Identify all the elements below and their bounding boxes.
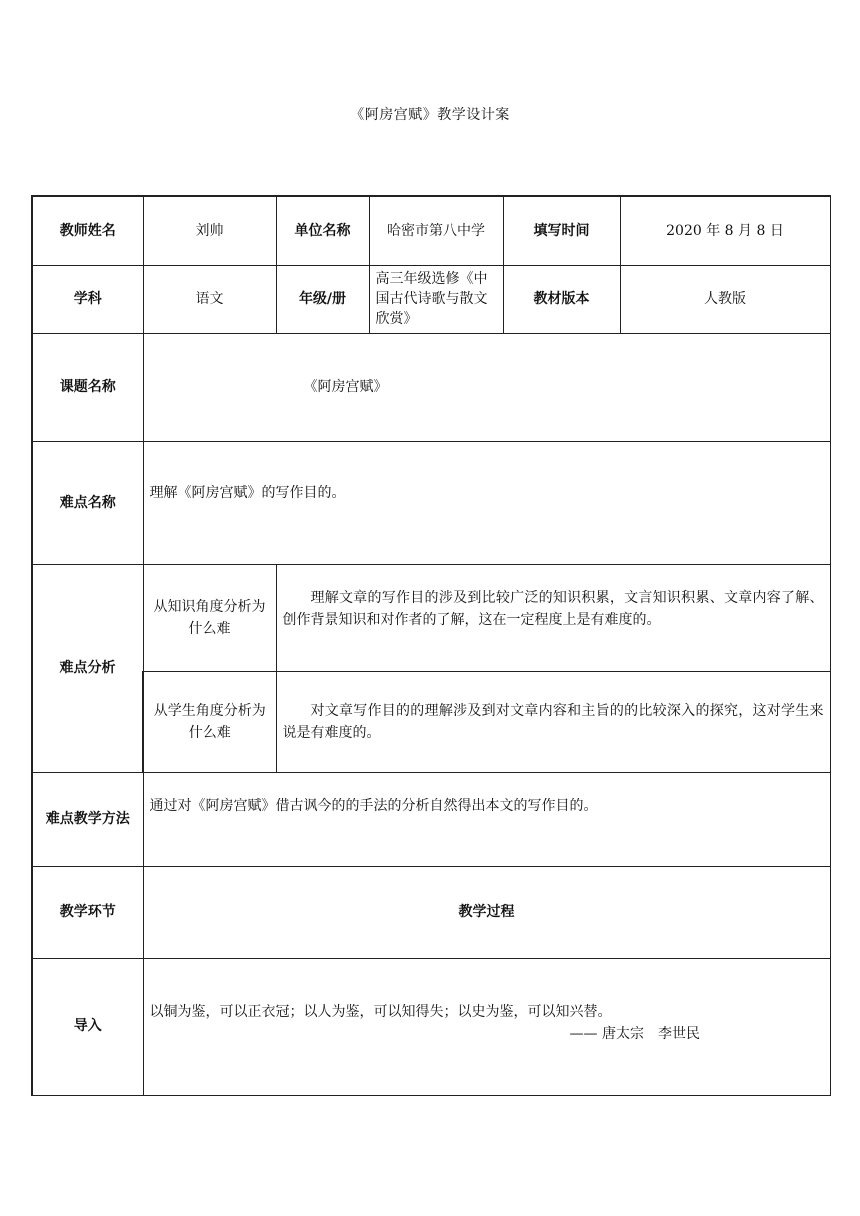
- unit-value: 哈密市第八中学: [369, 196, 503, 265]
- analysis-label: 难点分析: [32, 564, 143, 772]
- subject-value: 语文: [143, 265, 276, 333]
- date-label: 填写时间: [503, 196, 620, 265]
- subject-label: 学科: [32, 265, 143, 333]
- grade-value: 高三年级选修《中国古代诗歌与散文欣赏》: [369, 265, 503, 333]
- difficulty-row: [32, 441, 830, 564]
- textbook-label: 教材版本: [503, 265, 620, 333]
- stage-label: 教学环节: [32, 866, 143, 958]
- process-header-row: [32, 866, 830, 958]
- intro-content: [143, 958, 830, 1095]
- lesson-plan-table: [31, 195, 831, 1096]
- unit-label: 单位名称: [276, 196, 369, 265]
- student-angle-label: 从学生角度分析为什么难: [143, 671, 276, 772]
- info-row-2: [32, 265, 830, 333]
- intro-label: 导入: [32, 958, 143, 1095]
- document-title: 《阿房宫赋》教学设计案: [350, 107, 510, 123]
- method-row: [32, 772, 830, 866]
- student-angle-text: 对文章写作目的的理解涉及到对文章内容和主旨的的比较深入的探究，这对学生来说是有难度的。: [276, 671, 830, 772]
- intro-row: [32, 958, 830, 1095]
- method-value: 通过对《阿房宫赋》借古讽今的的手法的分析自然得出本文的写作目的。: [143, 772, 830, 866]
- topic-row: [32, 333, 830, 441]
- intro-quote: 以铜为鉴，可以正衣冠；以人为鉴，可以知得失；以史为鉴，可以知兴替。: [149, 1003, 612, 1020]
- info-row-1: [32, 196, 830, 265]
- topic-label: 课题名称: [32, 333, 143, 441]
- analysis-row-student: [32, 671, 830, 772]
- method-label: 难点教学方法: [32, 772, 143, 866]
- topic-value: 《阿房宫赋》: [143, 333, 830, 441]
- teacher-label: 教师姓名: [32, 196, 143, 265]
- knowledge-angle-label: 从知识角度分析为什么难: [143, 564, 276, 671]
- difficulty-value: 理解《阿房宫赋》的写作目的。: [143, 441, 830, 564]
- analysis-row-knowledge: [32, 564, 830, 671]
- grade-label: 年级/册: [276, 265, 369, 333]
- difficulty-label: 难点名称: [32, 441, 143, 564]
- teacher-value: 刘帅: [143, 196, 276, 265]
- textbook-value: 人教版: [620, 265, 830, 333]
- date-value: 2020 年 8 月 8 日: [620, 196, 830, 265]
- process-label: 教学过程: [143, 866, 830, 958]
- intro-attribution: —— 唐太宗 李世民: [569, 1025, 700, 1042]
- knowledge-angle-text: 理解文章的写作目的涉及到比较广泛的知识积累，文言知识积累、文章内容了解、创作背景知识和对作者的了解，这在一定程度上是有难度的。: [276, 564, 830, 671]
